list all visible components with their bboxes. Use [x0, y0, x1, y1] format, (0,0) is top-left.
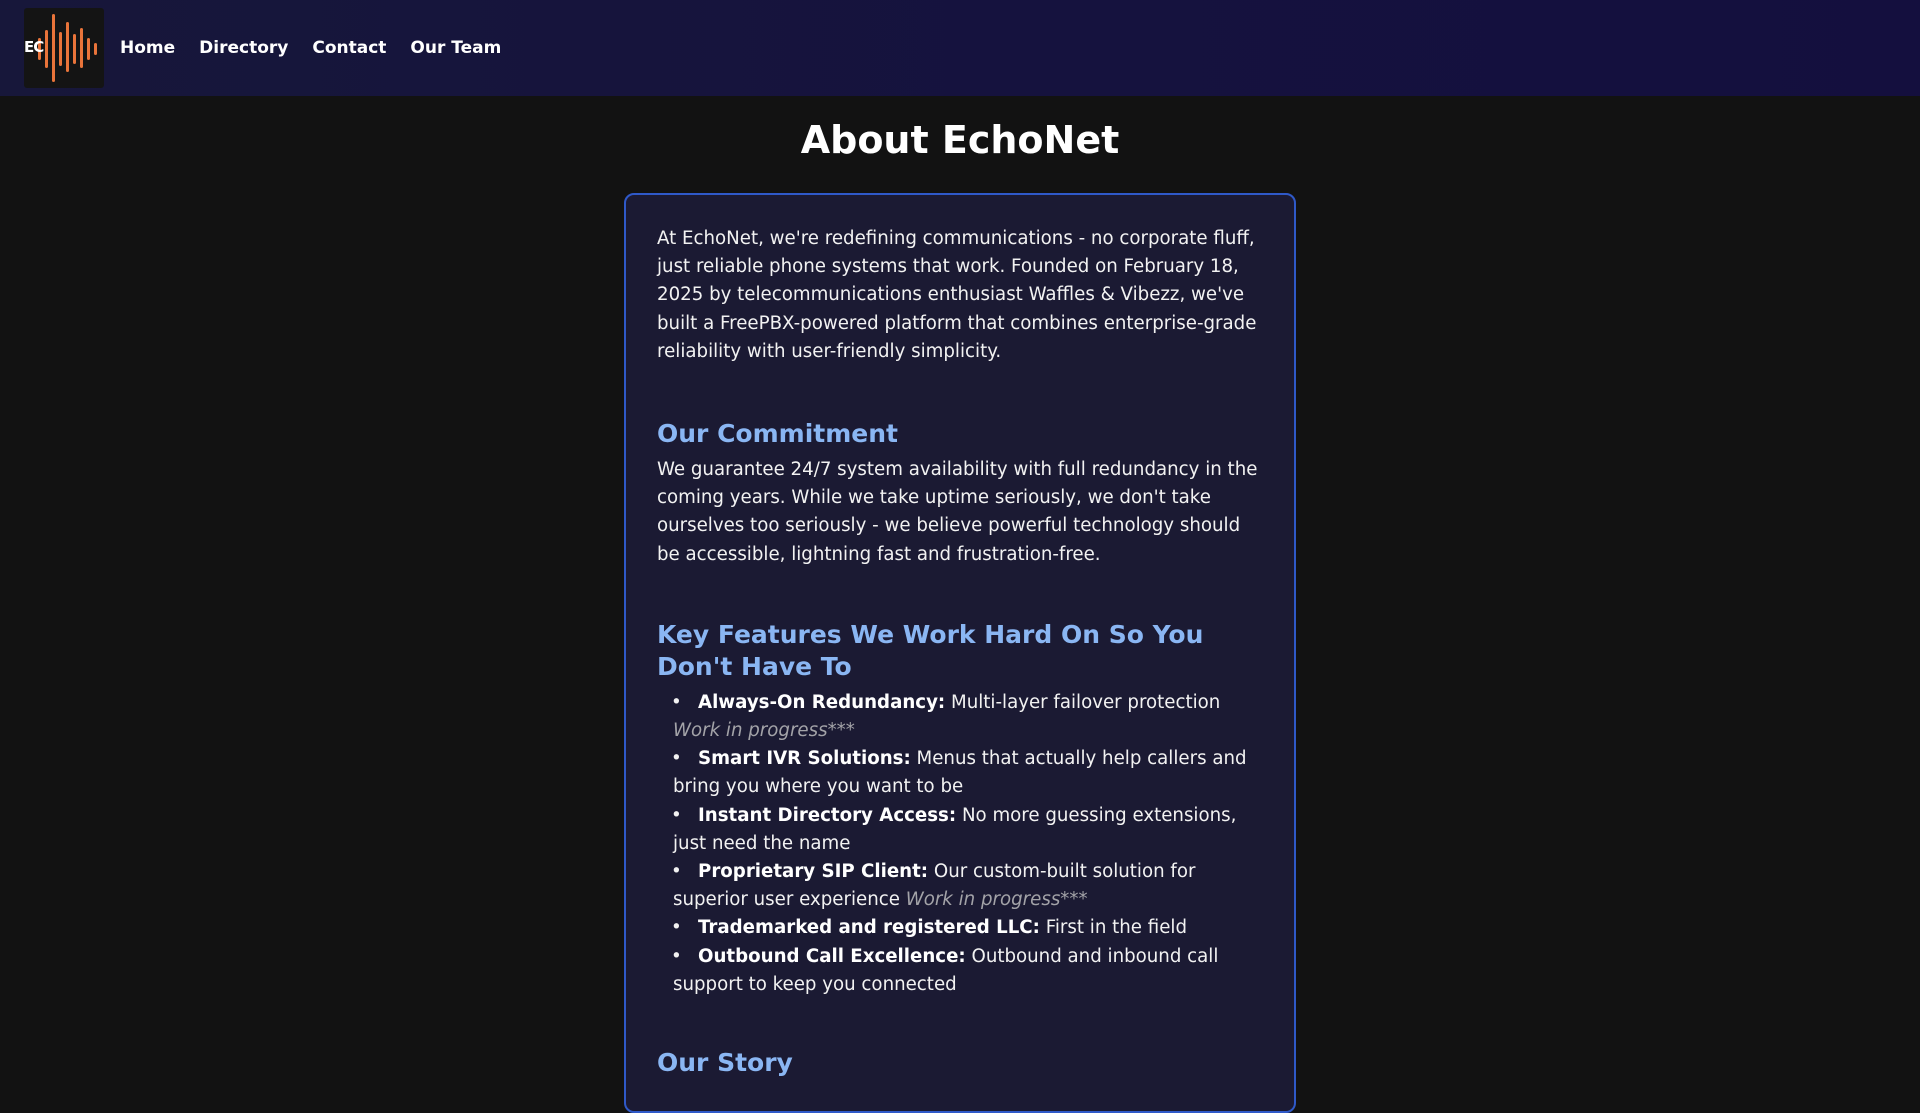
- bullet-icon: •: [671, 748, 682, 770]
- feature-text: No more guessing extensions, just need the name: [673, 804, 1237, 854]
- about-card: [624, 193, 1296, 1113]
- bullet-icon: •: [671, 861, 682, 883]
- feature-title: Instant Directory Access:: [698, 804, 957, 826]
- nav-home-link[interactable]: Home: [120, 38, 176, 58]
- list-item: [673, 745, 1263, 801]
- page-title: About EchoNet: [800, 118, 1120, 162]
- bullet-icon: •: [671, 945, 682, 967]
- features-list: [657, 689, 1263, 999]
- feature-title: Smart IVR Solutions:: [698, 748, 911, 770]
- feature-text: Outbound and inbound call support to keep you connected: [673, 945, 1219, 995]
- feature-note: Work in progress***: [673, 720, 855, 742]
- feature-title: Proprietary SIP Client:: [698, 861, 929, 883]
- nav-contact-link[interactable]: Contact: [312, 38, 387, 58]
- logo-letters: EC: [24, 38, 44, 56]
- bullet-icon: •: [671, 917, 682, 939]
- nav-directory-link[interactable]: Directory: [199, 38, 289, 58]
- echonet-logo[interactable]: [24, 8, 104, 88]
- list-item: [673, 914, 1263, 942]
- commitment-heading: Our Commitment: [657, 419, 898, 449]
- list-item: [673, 802, 1263, 858]
- bullet-icon: •: [671, 691, 682, 713]
- feature-text: Multi-layer failover protection: [951, 691, 1221, 713]
- feature-text: Our custom-built solution for superior user experience: [673, 861, 1196, 911]
- intro-paragraph: At EchoNet, we're redefining communications - no corporate fluff, just reliable phone systems that work. Founded on February 18, 2025 by telecommunications enthusiast Waffles & Vibezz, we've built a FreePBX-powered platform that combines enterprise-grade reliability with user-friendly simplicity.: [657, 228, 1257, 362]
- feature-text: Menus that actually help callers and bring you where you want to be: [673, 748, 1247, 798]
- story-heading: Our Story: [657, 1048, 793, 1078]
- list-item: [673, 689, 1263, 745]
- list-item: [673, 943, 1263, 999]
- list-item: [673, 858, 1263, 914]
- main-nav: [120, 0, 501, 96]
- commitment-paragraph: We guarantee 24/7 system availability with full redundancy in the coming years. While we take uptime seriously, we don't take ourselves too seriously - we believe powerful technology should be accessible, lightning fast and frustration-free.: [657, 459, 1258, 565]
- navbar: [0, 0, 1920, 96]
- features-heading: Key Features We Work Hard On So You Don't Have To: [657, 619, 1204, 681]
- bullet-icon: •: [671, 804, 682, 826]
- nav-our-team-link[interactable]: Our Team: [410, 38, 502, 58]
- sound-wave-icon: [36, 8, 104, 88]
- feature-title: Always-On Redundancy:: [698, 691, 946, 713]
- feature-text: First in the field: [1045, 917, 1188, 939]
- feature-title: Trademarked and registered LLC:: [698, 917, 1040, 939]
- feature-note: Work in progress***: [905, 889, 1088, 911]
- feature-title: Outbound Call Excellence:: [698, 945, 966, 967]
